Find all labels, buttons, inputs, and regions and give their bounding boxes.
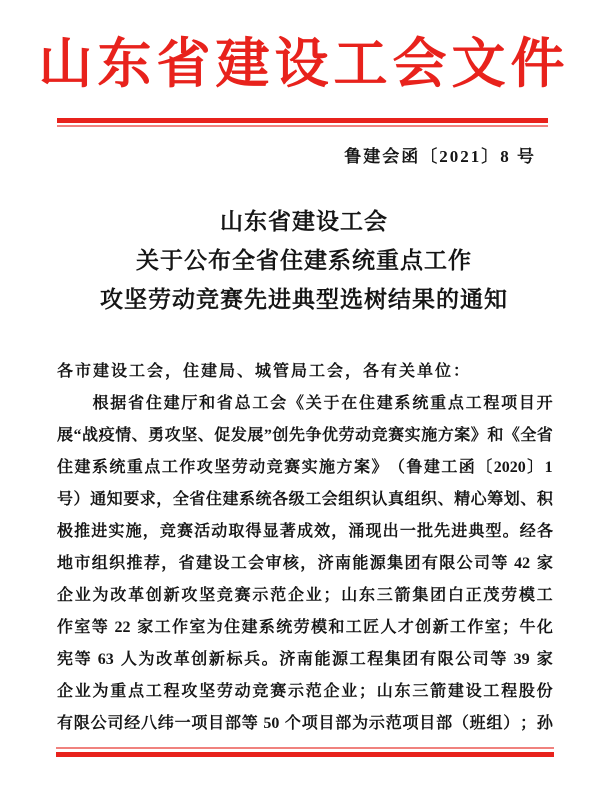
body-text-line: 展 “ 战 疫 情 、 勇 攻 坚 、 促 发 展 ” 创 先 争 优 劳 动 竞 赛 实 施 方 案 》 和 《 全 省 (57, 427, 553, 444)
body-text-line: 有 限 公 司 经 八 纬 一 项 目 部 等 50 个 项 目 部 为 示 范 项 目 部 （ 班 组 ） ； 孙 (57, 715, 553, 732)
body-text-line: 号 ） 通 知 要 求 ， 全 省 住 建 系 统 各 级 工 会 组 织 认 真 组 织 、 精 心 筹 划 、 积 (57, 491, 553, 508)
body-text-line: 企 业 为 重 点 工 程 攻 坚 劳 动 竞 赛 示 范 企 业 ； 山 东 三 箭 建 设 工 程 股 份 (57, 683, 553, 700)
body-text-line: 地 市 组 织 推 荐 ， 省 建 设 工 会 审 核 ， 济 南 能 源 集 团 有 限 公 司 等 42 家 (57, 555, 553, 572)
document-title-line-2: 关于公布全省住建系统重点工作 (136, 248, 472, 273)
body-text-line: 根 据 省 住 建 厅 和 省 总 工 会 《 关 于 在 住 建 系 统 重 点 工 程 项 目 开 (92, 395, 553, 412)
document-number: 鲁建会函〔2021〕8 号 (344, 147, 536, 166)
body-text-line: 极 推 进 实 施 ， 竞 赛 活 动 取 得 显 著 成 效 ， 涌 现 出 一 批 先 进 典 型 。 经 各 (57, 523, 553, 540)
body-text-line: 宪 等 63 人 为 改 革 创 新 标 兵 。 济 南 能 源 工 程 集 团 有 限 公 司 等 39 家 (57, 651, 553, 668)
top-separator-thin-line (57, 125, 548, 127)
body-text-line: 企 业 为 改 革 创 新 攻 坚 竞 赛 示 范 企 业 ； 山 东 三 箭 集 团 白 正 茂 劳 模 工 (57, 587, 553, 604)
masthead-title: 山东省建设工会文件 (38, 34, 570, 94)
bottom-separator-thick-line (56, 752, 554, 757)
document-title-line-3: 攻坚劳动竞赛先进典型选树结果的通知 (100, 287, 508, 312)
body-text-line: 住 建 系 统 重 点 工 作 攻 坚 劳 动 竞 赛 实 施 方 案 》 （ 鲁 建 工 函 〔 2020 〕 1 (57, 459, 553, 476)
document-title-line-1: 山东省建设工会 (220, 209, 388, 234)
body-text-line: 作 室 等 22 家 工 作 室 为 住 建 系 统 劳 模 和 工 匠 人 才 创 新 工 作 室 ； 牛 化 (57, 619, 553, 636)
document-title (0, 202, 608, 319)
bottom-separator-thin-line (56, 747, 554, 749)
salutation-line: 各市建设工会，住建局、城管局工会，各有关单位： (57, 363, 472, 380)
top-separator-thick-line (57, 118, 548, 123)
document-body (57, 356, 553, 740)
